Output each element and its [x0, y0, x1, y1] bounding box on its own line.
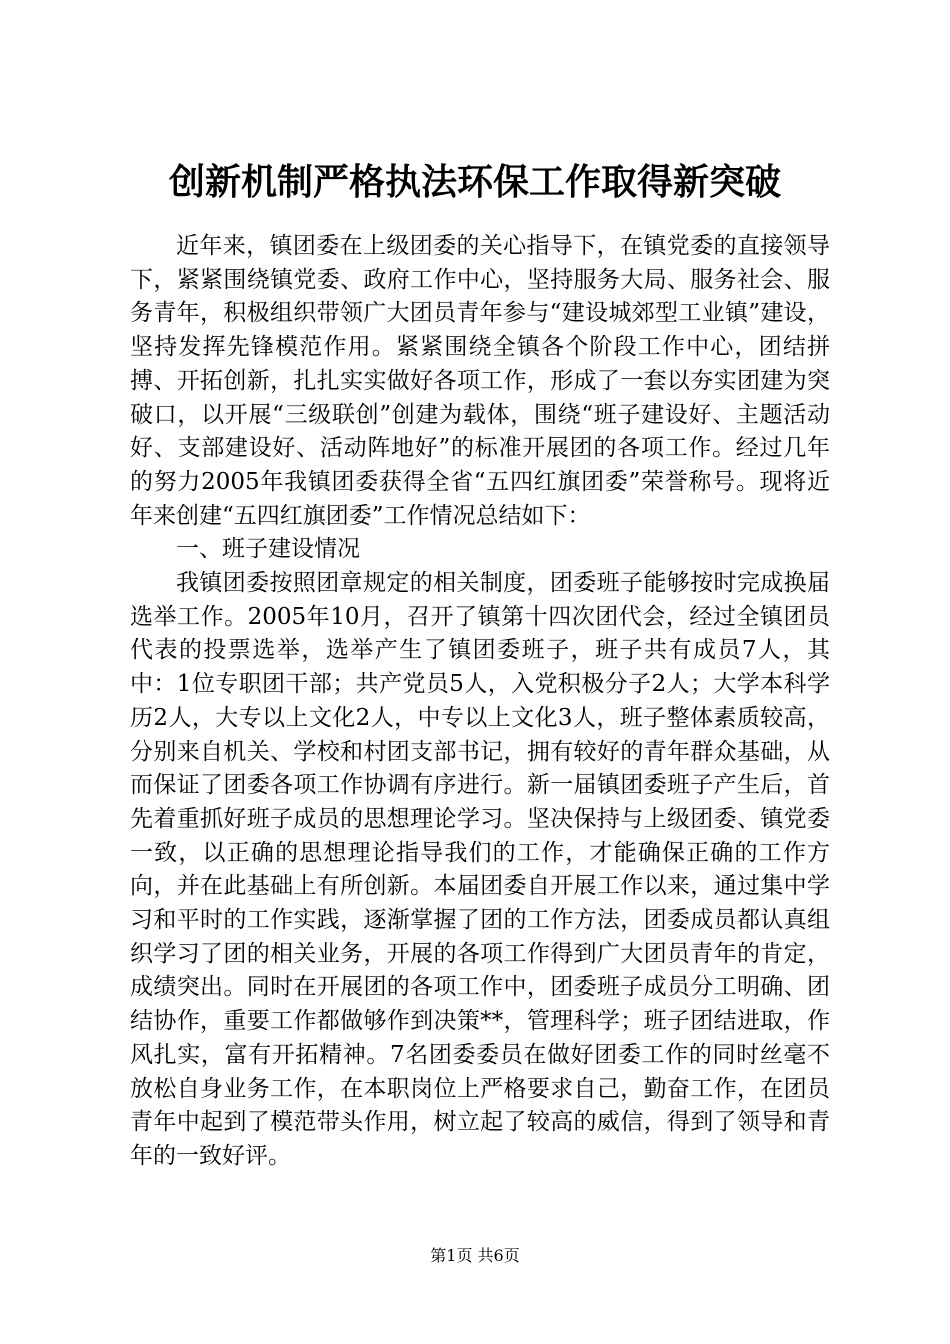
- document-body: [130, 230, 830, 1174]
- intro-paragraph: 近年来，镇团委在上级团委的关心指导下，在镇党委的直接领导下，紧紧围绕镇党委、政府工作中心，坚持服务大局、服务社会、服务青年，积极组织带领广大团员青年参与“建设城郊型工业镇”建设，坚持发挥先锋模范作用。紧紧围绕全镇各个阶段工作中心，团结拼搏、开拓创新，扎扎实实做好各项工作，形成了一套以夯实团建为突破口，以开展“三级联创”创建为载体，围绕“班子建设好、主题活动好、支部建设好、活动阵地好”的标准开展团的各项工作。经过几年的努力2005年我镇团委获得全省“五四红旗团委”荣誉称号。现将近年来创建“五四红旗团委”工作情况总结如下：: [130, 233, 830, 529]
- document-title: 创新机制严格执法环保工作取得新突破: [168, 161, 781, 203]
- section-heading: 一、班子建设情况: [176, 536, 360, 563]
- page-footer: 第1页 共6页: [430, 1246, 520, 1265]
- section-paragraph: 我镇团委按照团章规定的相关制度，团委班子能够按时完成换届选举工作。2005年10月，召开了镇第十四次团代会，经过全镇团员代表的投票选举，选举产生了镇团委班子，班子共有成员7人，其中：1位专职团干部；共产党员5人，入党积极分子2人；大学本科学历2人，大专以上文化2人，中专以上文化3人，班子整体素质较高，分别来自机关、学校和村团支部书记，拥有较好的青年群众基础，从而保证了团委各项工作协调有序进行。新一届镇团委班子产生后，首先着重抓好班子成员的思想理论学习。坚决保持与上级团委、镇党委一致，以正确的思想理论指导我们的工作，才能确保正确的工作方向，并在此基础上有所创新。本届团委自开展工作以来，通过集中学习和平时的工作实践，逐渐掌握了团的工作方法，团委成员都认真组织学习了团的相关业务，开展的各项工作得到广大团员青年的肯定，成绩突出。同时在开展团的各项工作中，团委班子成员分工明确、团结协作，重要工作都做够作到决策**，管理科学；班子团结进取，作风扎实，富有开拓精神。7名团委委员在做好团委工作的同时丝毫不放松自身业务工作，在本职岗位上严格要求自己，勤奋工作，在团员青年中起到了模范带头作用，树立起了较高的威信，得到了领导和青年的一致好评。: [130, 570, 830, 1169]
